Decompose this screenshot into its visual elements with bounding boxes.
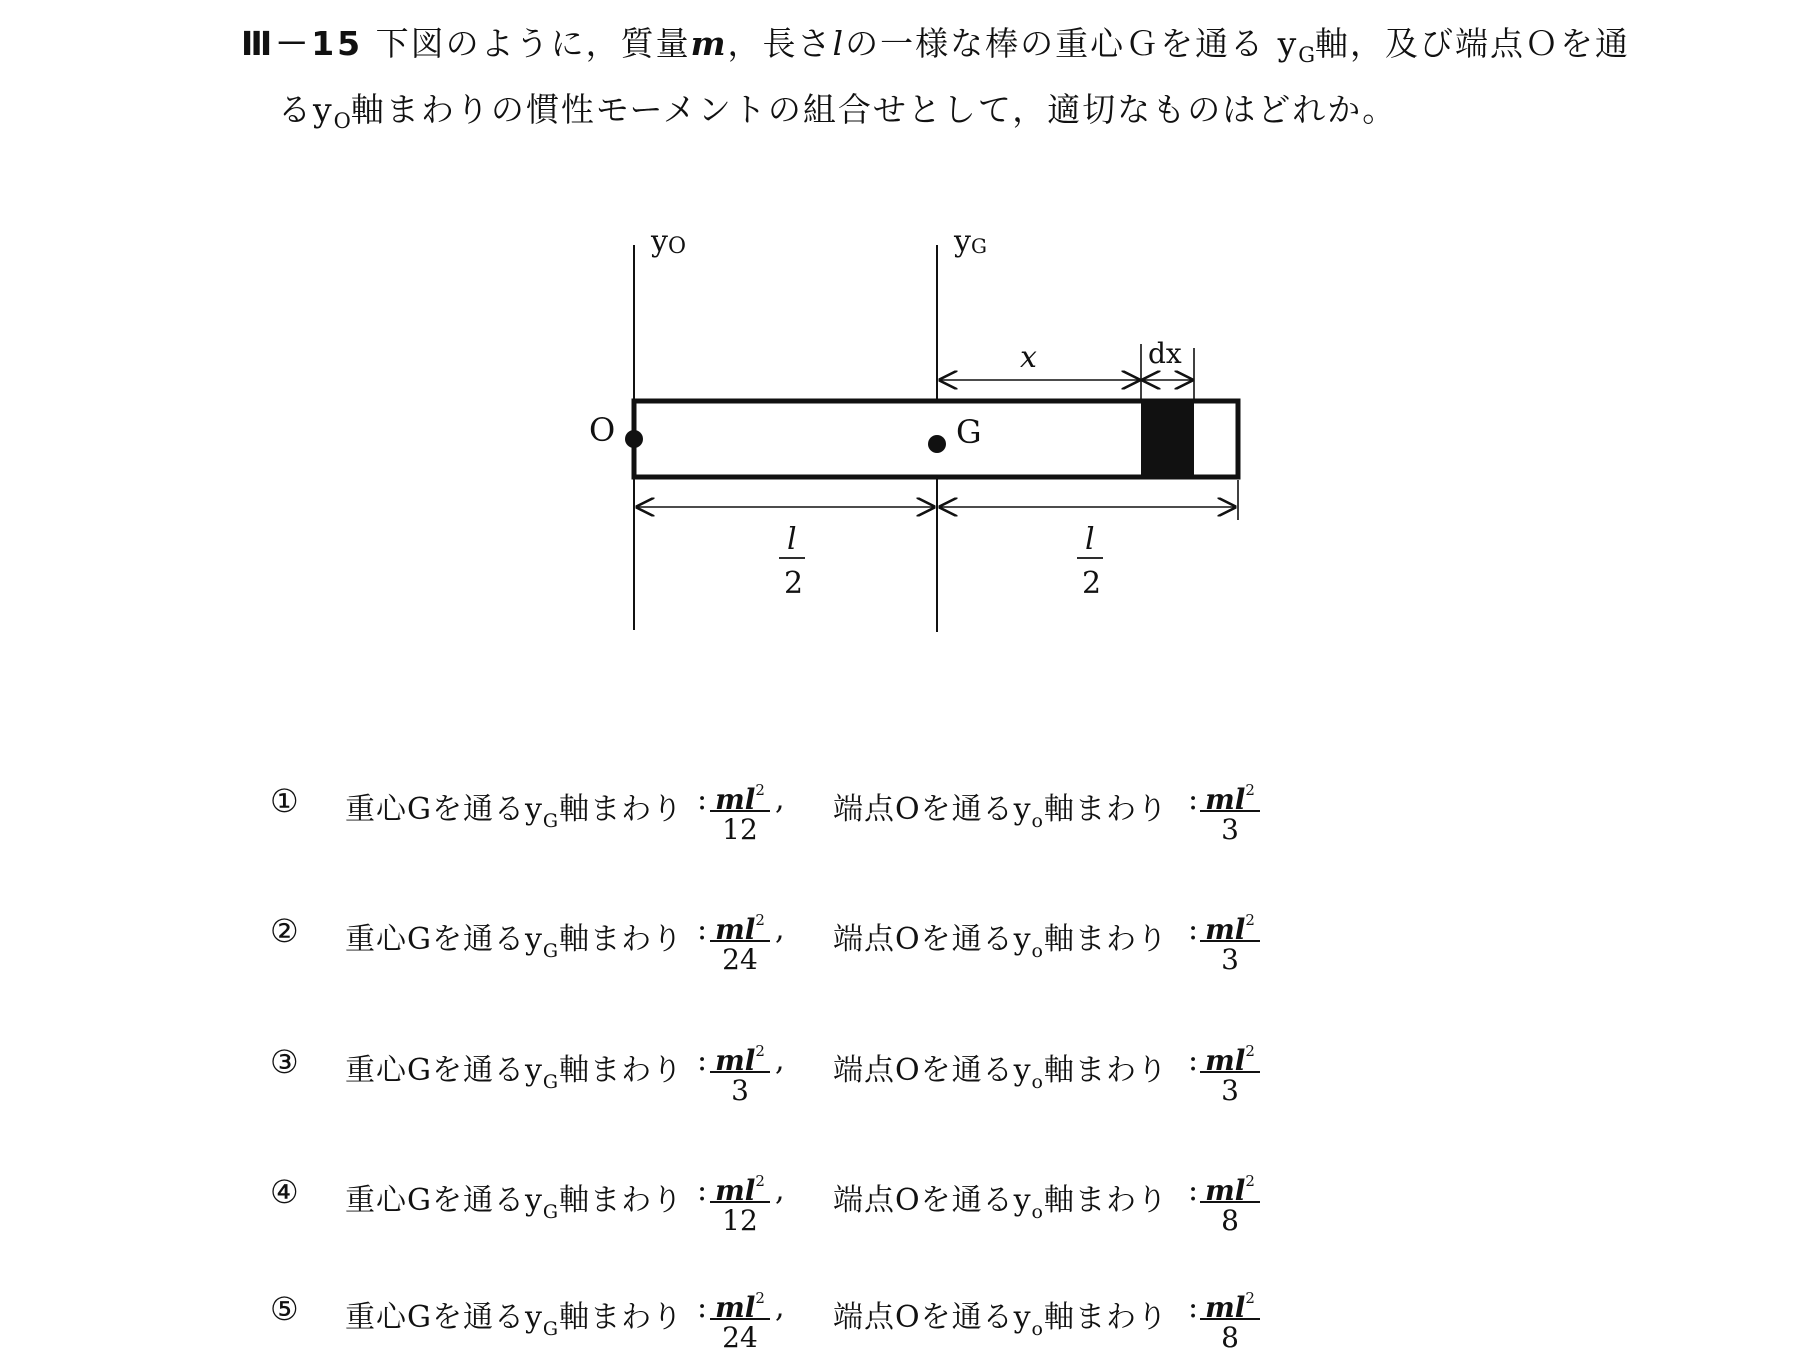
choice-number: ④ [270, 1173, 299, 1211]
choice-o-fraction: $ml^2$ 3 [1200, 1033, 1260, 1109]
axis-g-subscript: G [1298, 43, 1316, 67]
axis-o-subscript: O [333, 109, 351, 133]
question-text-1c: の一様な棒の重心Ｇを通る [845, 24, 1266, 63]
comma: , [775, 1173, 785, 1208]
half-length-right-denominator: 2 [1082, 566, 1102, 601]
choice-o-label: 端点Oを通る$y_o$軸まわり [833, 1300, 1168, 1340]
colon: : [697, 1173, 708, 1208]
choice-o-label: 端点Oを通る$y_o$軸まわり [833, 1183, 1168, 1223]
colon: : [697, 912, 708, 947]
choice-g-label: 重心Gを通る$y_G$軸まわり [345, 792, 684, 832]
choice-o-fraction: $ml^2$ 8 [1200, 1280, 1260, 1356]
question-text-1d: 軸，及び端点Ｏを通 [1315, 24, 1631, 63]
half-length-left-numerator: l [787, 522, 797, 557]
choice-5[interactable] [0, 1280, 1806, 1370]
axis-o-label: yO [651, 224, 686, 259]
half-length-left-denominator: 2 [784, 566, 804, 601]
half-length-right-numerator: l [1085, 522, 1095, 557]
choice-number: ① [270, 782, 299, 820]
colon: : [697, 1043, 708, 1078]
comma: , [775, 782, 785, 817]
colon: : [697, 782, 708, 817]
choice-3[interactable] [0, 1033, 1806, 1123]
colon: : [1188, 1173, 1199, 1208]
question-text-1a: 下図のように，質量 [375, 24, 691, 63]
axis-g-symbol: y [1277, 24, 1299, 63]
choice-o-label: 端点Oを通る$y_o$軸まわり [833, 792, 1168, 832]
mass-element-dx [1141, 401, 1194, 477]
colon: : [1188, 1043, 1199, 1078]
choice-o-label: 端点Oを通る$y_o$軸まわり [833, 922, 1168, 962]
axis-o-symbol: y [313, 90, 334, 129]
colon: : [1188, 782, 1199, 817]
choice-number: ⑤ [270, 1290, 299, 1328]
x-dimension-label: x [1020, 340, 1037, 375]
dx-dimension-label: dx [1148, 337, 1182, 370]
length-variable: l [832, 24, 846, 63]
point-g-dot [928, 435, 946, 453]
mass-variable: m [690, 24, 728, 63]
choice-g-label: 重心Gを通る$y_G$軸まわり [345, 1300, 684, 1340]
choice-o-label: 端点Oを通る$y_o$軸まわり [833, 1053, 1168, 1093]
choice-1[interactable] [0, 772, 1806, 862]
choice-g-label: 重心Gを通る$y_G$軸まわり [345, 922, 684, 962]
question-text-2b: 軸まわりの慣性モーメントの組合せとして，適切なものはどれか。 [350, 90, 1398, 129]
point-o-dot [625, 430, 643, 448]
axis-g-label: yG [954, 224, 987, 259]
choice-g-fraction: $ml^2$ 12 [710, 772, 770, 848]
choice-number: ③ [270, 1043, 299, 1081]
question-text-2a: る [278, 90, 313, 129]
choice-o-fraction: $ml^2$ 3 [1200, 902, 1260, 978]
choice-o-fraction: $ml^2$ 3 [1200, 772, 1260, 848]
comma: , [775, 912, 785, 947]
point-g-label: G [956, 413, 982, 451]
choice-g-fraction: $ml^2$ 12 [710, 1163, 770, 1239]
question-number: Ⅲ－15 [241, 24, 364, 63]
choice-o-fraction: $ml^2$ 8 [1200, 1163, 1260, 1239]
comma: , [775, 1290, 785, 1325]
colon: : [697, 1290, 708, 1325]
question-text-1b: ，長さ [727, 24, 833, 63]
choice-g-label: 重心Gを通る$y_G$軸まわり [345, 1183, 684, 1223]
point-o-label: O [589, 411, 616, 449]
choice-g-fraction: $ml^2$ 24 [710, 902, 770, 978]
choice-g-fraction: $ml^2$ 3 [710, 1033, 770, 1109]
choice-g-fraction: $ml^2$ 24 [710, 1280, 770, 1356]
colon: : [1188, 1290, 1199, 1325]
choice-2[interactable] [0, 902, 1806, 992]
colon: : [1188, 912, 1199, 947]
comma: , [775, 1043, 785, 1078]
choice-4[interactable] [0, 1163, 1806, 1253]
choice-g-label: 重心Gを通る$y_G$軸まわり [345, 1053, 684, 1093]
choice-number: ② [270, 912, 299, 950]
